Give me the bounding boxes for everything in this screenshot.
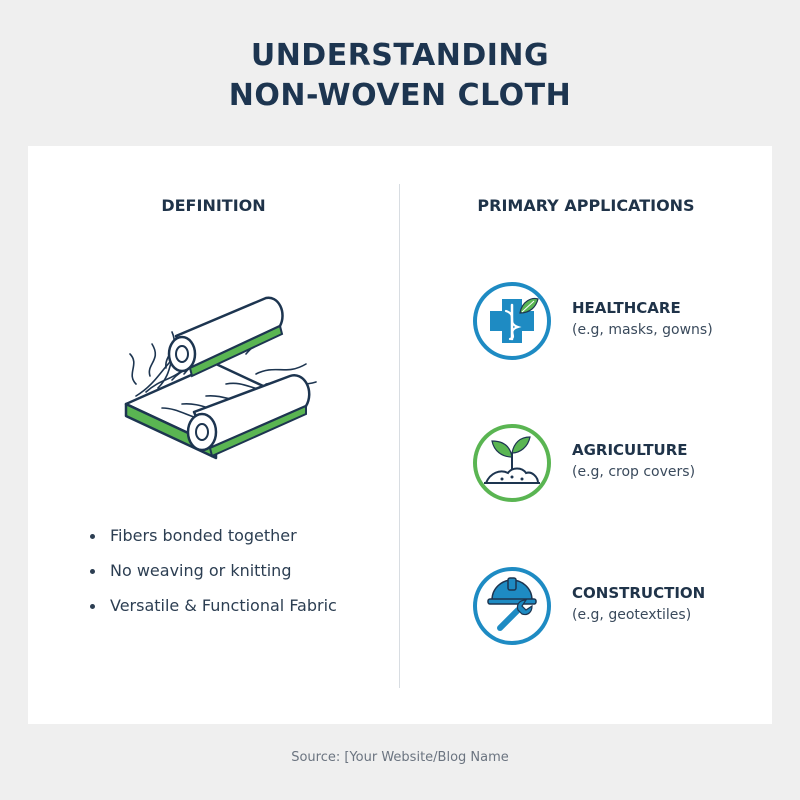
application-agriculture [472,423,772,503]
definition-bullets [90,526,337,631]
list-item: Fibers bonded together [90,526,337,561]
list-item: No weaving or knitting [90,561,337,596]
app-name-agriculture: AGRICULTURE [572,441,688,459]
app-example-healthcare: (e.g, masks, gowns) [572,322,713,338]
title-line-2: NON-WOVEN CLOTH [228,78,572,113]
medical-cross-leaf-icon [472,281,552,361]
sprout-soil-icon [472,423,552,503]
list-item: Versatile & Functional Fabric [90,596,337,631]
applications-heading: PRIMARY APPLICATIONS [477,196,695,215]
source-credit: Source: [Your Website/Blog Name [291,750,509,765]
definition-heading: DEFINITION [161,196,266,215]
app-example-construction: (e.g, geotextiles) [572,607,692,623]
column-divider [399,184,400,688]
application-construction [472,566,772,646]
application-healthcare [472,281,772,361]
page-title [0,36,800,116]
info-card [28,146,772,724]
app-name-healthcare: HEALTHCARE [572,299,681,317]
fabric-rollers-icon [106,284,336,474]
app-name-construction: CONSTRUCTION [572,584,706,602]
hardhat-wrench-icon [472,566,552,646]
title-line-1: UNDERSTANDING [250,38,550,73]
app-example-agriculture: (e.g, crop covers) [572,464,696,480]
